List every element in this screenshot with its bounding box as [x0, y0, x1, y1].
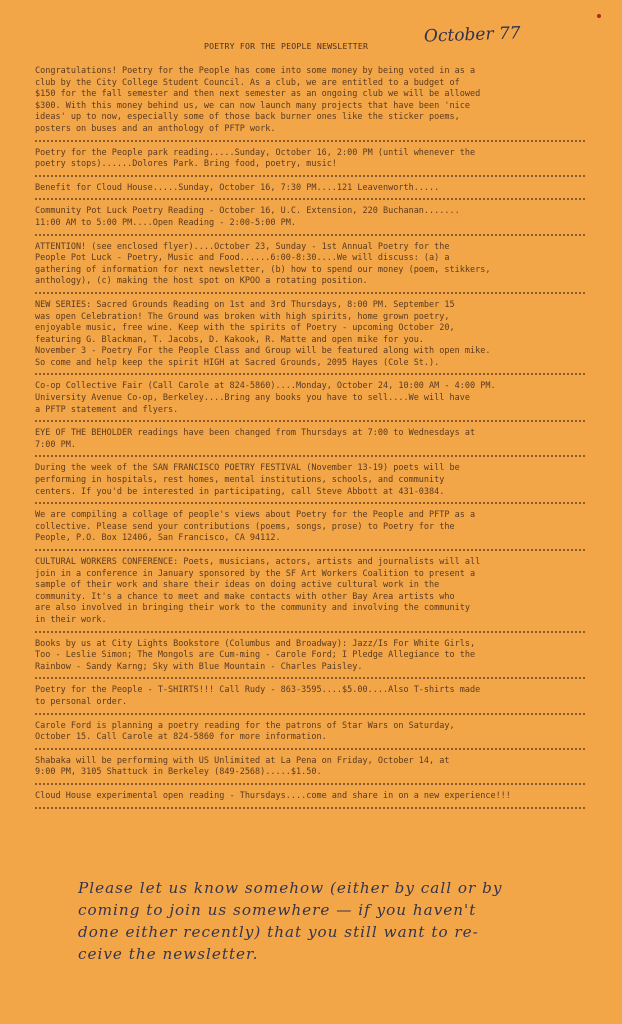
- item-t-shirts: Poetry for the People - T-SHIRTS!!! Call Rudy - 863-3595....$5.00....Also T-shirts made to personal order.: [35, 685, 481, 707]
- dotted-divider: [35, 234, 585, 236]
- item-star-wars-reading: Carole Ford is planning a poetry reading for the patrons of Star Wars on Saturday, October 15. Call Carole at 824-5860 for more information.: [35, 720, 455, 743]
- dotted-divider: [35, 175, 585, 177]
- handwritten-date: October 77: [423, 23, 521, 47]
- handwritten-note: Please let us know somehow (either by call or by coming to join us somewhere — if you haven't done either recently) that you still want to re- ceive the newsletter.: [78, 879, 503, 963]
- red-dot-mark: [597, 14, 601, 18]
- item-poetry-festival: During the week of the SAN FRANCISCO POETRY FESTIVAL (November 13-19) poets will be performing in hospitals, rest homes, mental institutions, schools, and community centers. If you'd be interested in participating, call Steve Abbott at 431-0384.: [35, 463, 460, 497]
- item-cloud-house-open: Cloud House experimental open reading - Thursdays....come and share in on a new experience!!!: [35, 790, 511, 801]
- item-park-reading: Poetry for the People park reading.....Sunday, October 16, 2:00 PM (until whenever the poetry stops)......Dolores Park. Bring food, poetry, music!: [35, 147, 476, 170]
- item-club-funding: Congratulations! Poetry for the People has come into some money by being voted in as a club by the City College Student Council. As a club, we are entitled to a budget of $150 for the fall semester and then next semester as an ongoing club we will be allowed $300. With this money behind us, we can now launch many projects that have been 'nice ideas' up to now, especially some of those back burner ones like the sticker poems, posters on buses and an anthology of PFTP work.: [35, 66, 481, 134]
- dotted-divider: [35, 713, 585, 715]
- item-cultural-conference: CULTURAL WORKERS CONFERENCE: Poets, musicians, actors, artists and journalists will all join in a conference in January sponsored by the SF Art Workers Coalition to present a sample of their work and share their ideas on doing active cultural work in the community. It's a chance to meet and make contacts with other Bay Area artists who are also involved in bringing their work to the community and involving the community in their work.: [35, 557, 481, 625]
- item-coop-fair: Co-op Collective Fair (Call Carole at 824-5860)....Monday, October 24, 10:00 AM - 4:00 PM. University Avenue Co-op, Berkeley....Bring any books you have to sell....We will have a PFTP statement and flyers.: [35, 381, 496, 415]
- newsletter-body: [35, 66, 585, 815]
- item-cloud-house-benefit: Benefit for Cloud House.....Sunday, October 16, 7:30 PM....121 Leavenworth.....: [35, 182, 440, 193]
- item-shabaka: Shabaka will be performing with US Unlimited at La Pena on Friday, October 14, at 9:00 PM, 3105 Shattuck in Berkeley (849-2568).....$1.50.: [35, 755, 450, 778]
- dotted-divider: [35, 140, 585, 142]
- dotted-divider: [35, 783, 585, 785]
- item-eye-of-beholder: EYE OF THE BEHOLDER readings have been changed from Thursdays at 7:00 to Wednesdays at 7:00 PM.: [35, 428, 476, 450]
- dotted-divider: [35, 807, 585, 809]
- dotted-divider: [35, 198, 585, 200]
- dotted-divider: [35, 420, 585, 422]
- item-attention-pot-luck: ATTENTION! (see enclosed flyer)....October 23, Sunday - 1st Annual Poetry for the People Pot Luck - Poetry, Music and Food......6:00-8:30....We will discuss: (a) a gathering of information for next newsletter, (b) how to spend our money (poem, stikkers, anthology), (c) making the host spot on KPOO a rotating position.: [35, 241, 491, 287]
- item-collage: We are compiling a collage of people's views about Poetry for the People and PFTP as a collective. Please send your contributions (poems, songs, prose) to Poetry for the People, P.O. Box 12406, San Francisco, CA 94112.: [35, 510, 476, 544]
- dotted-divider: [35, 549, 585, 551]
- item-pot-luck-reading: Community Pot Luck Poetry Reading - October 16, U.C. Extension, 220 Buchanan....... 11:00 AM to 5:00 PM....Open Reading - 2:00-5:00 PM.: [35, 206, 460, 228]
- newsletter-title: POETRY FOR THE PEOPLE NEWSLETTER: [204, 41, 369, 51]
- item-city-lights-books: Books by us at City Lights Bookstore (Columbus and Broadway): Jazz/Is For White Girls, Too - Leslie Simon; The Mongols are Cum-ming - Carole Ford; I Pledge Allegiance to the Rainbow - Sandy Karng; Sky with Blue Mountain - Charles Paisley.: [35, 638, 476, 672]
- dotted-divider: [35, 373, 585, 375]
- dotted-divider: [35, 631, 585, 633]
- item-sacred-grounds: NEW SERIES: Sacred Grounds Reading on 1st and 3rd Thursdays, 8:00 PM. September 15 was open Celebration! The Ground was broken with high spirits, home grown poetry, enjoyable music, free wine. Keep with the spirits of Poetry - upcoming October 20, featuring G. Blackman, T. Jacobs, D. Kakook, R. Matte and open mike for you. November 3 - Poetry For the People Class and Group will be featured along with open mike. So come and help keep the spirit HIGH at Sacred Grounds, 2095 Hayes (Cole St.).: [35, 299, 491, 368]
- dotted-divider: [35, 292, 585, 294]
- dotted-divider: [35, 748, 585, 750]
- dotted-divider: [35, 455, 585, 457]
- dotted-divider: [35, 677, 585, 679]
- dotted-divider: [35, 502, 585, 504]
